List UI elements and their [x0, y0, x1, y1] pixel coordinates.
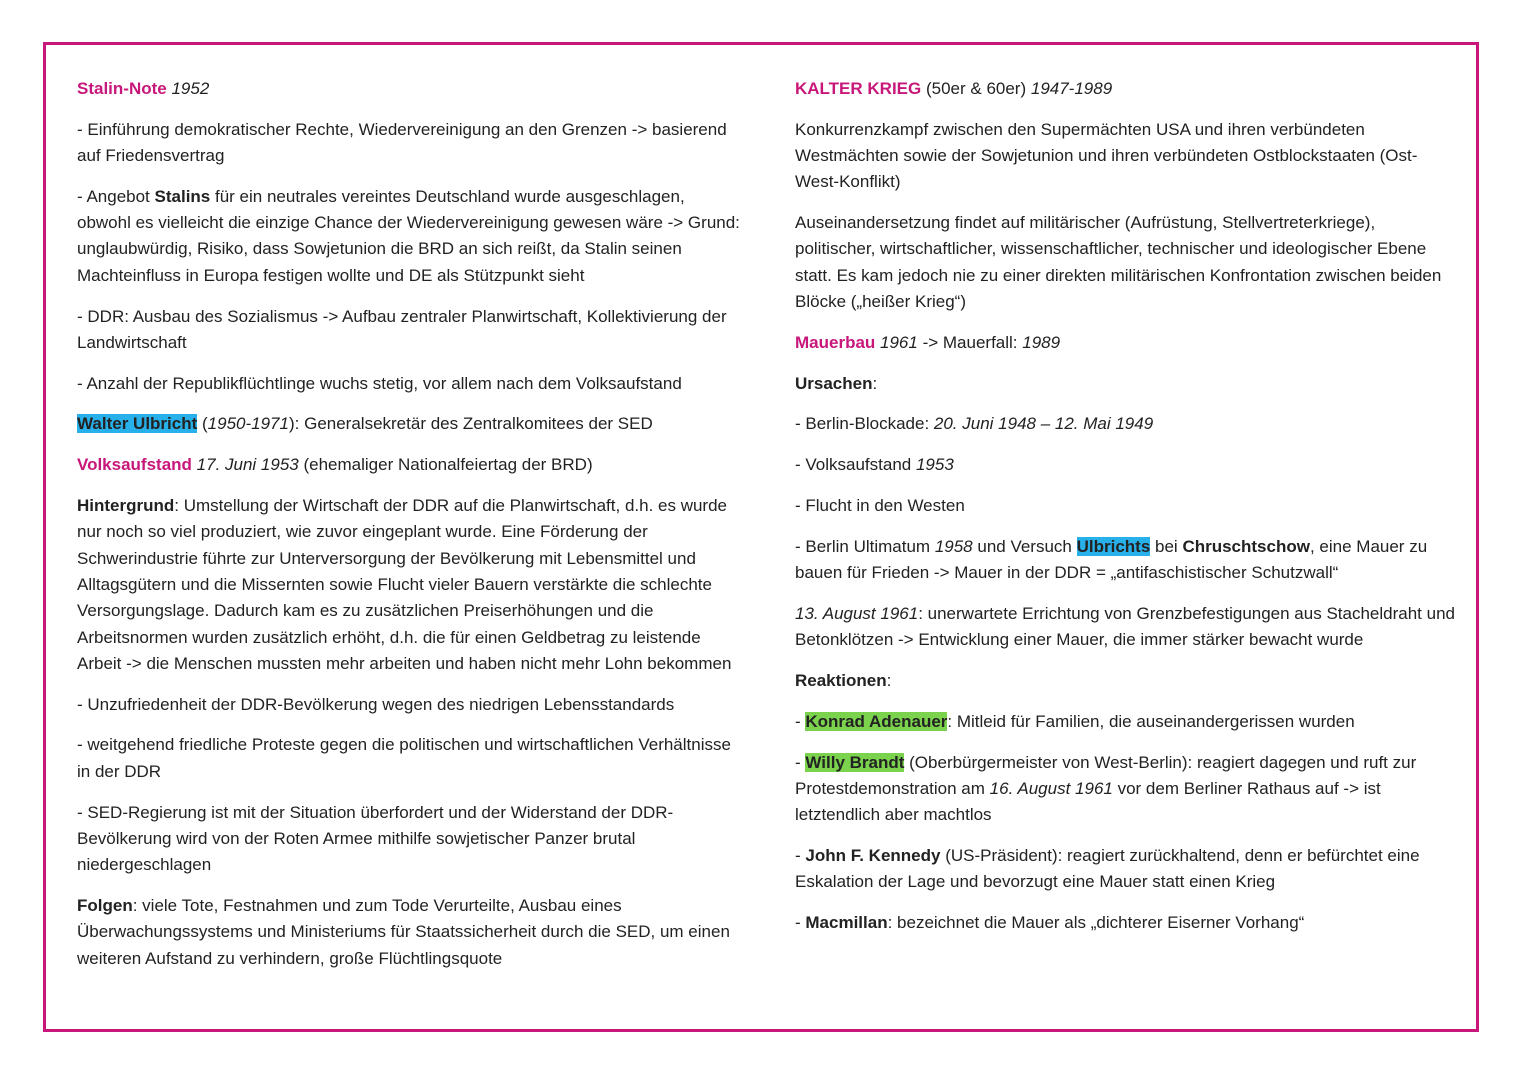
text-segment: : unerwartete Errichtung von Grenzbefestigungen aus Stacheldraht und Betonklötzen -> Entwicklung einer Mauer, die immer stärker bewacht wurde [795, 603, 1455, 650]
volksaufstand-title: Volksaufstand [77, 455, 192, 475]
volk-point-3: - SED-Regierung ist mit der Situation überfordert und der Widerstand der DDR-Bevölkerung wird von der Roten Armee mithilfe sowjetischer Panzer brutal niedergeschlagen [77, 802, 674, 875]
text-segment: ): Generalsekretär des Zentralkomitees der SED [288, 414, 653, 434]
kalter-krieg-paragraph-1: Konkurrenzkampf zwischen den Supermächten USA und ihren verbündeten Westmächten sowie der Sowjetunion und ihren verbündeten Ostblockstaaten (Ost-West-Konflikt) [795, 119, 1418, 192]
text-segment: - [795, 711, 806, 731]
stalin-note-year: 1952 [171, 79, 210, 98]
reaktion-adenauer [795, 709, 1455, 735]
text-segment: : Umstellung der Wirtschaft der DDR auf die Planwirtschaft, d.h. es wurde nur noch so viel produziert, wie zuvor eingeplant wurde. Eine Förderung der Schwerindustrie führte zur Unterversorgung der Bevölkerung mit Lebensmittel und Alltagsgütern und die Missernten sowie Flucht vieler Bauern verstärkte die schlechte Versorgungslage. Dadurch kam es zu zusätzlichen Preiserhöhungen und die Arbeitsnormen wurden zusätzlich erhöht, d.h. die für einen Geldbetrag zu leistende Arbeit -> die Menschen mussten mehr arbeiten und haben nicht mehr Lohn bekommen [77, 496, 732, 673]
mauerbau-heading [795, 330, 1455, 356]
stalin-point-3: - DDR: Ausbau des Sozialismus -> Aufbau zentraler Planwirtschaft, Kollektivierung der Landwirtschaft [77, 306, 727, 352]
volk-point-1: - Unzufriedenheit der DDR-Bevölkerung wegen des niedrigen Lebensstandards [77, 694, 675, 714]
text-segment: - Berlin-Blockade: [795, 414, 934, 434]
reaktion-brandt [795, 750, 1455, 829]
august-date: 13. August 1961 [795, 603, 919, 623]
macmillan-name: Macmillan [805, 913, 888, 933]
text-segment: vor dem Berliner Rathaus auf -> ist letztendlich aber machtlos [795, 778, 1381, 825]
reaktionen-heading [795, 668, 1455, 694]
ultimatum-year: 1958 [934, 536, 973, 556]
mauerfall-year: 1989 [1022, 332, 1061, 352]
text-segment: (Oberbürgermeister von West-Berlin): reagiert dagegen und ruft zur Protestdemonstration am [795, 752, 1417, 798]
text-segment: : [886, 671, 892, 691]
text-segment: -> Mauerfall: [917, 332, 1023, 352]
hintergrund-label: Hintergrund [77, 496, 175, 516]
volksaufstand-heading [77, 452, 742, 478]
left-column [77, 76, 742, 986]
volk-point-2: - weitgehend friedliche Proteste gegen die politischen und wirtschaftlichen Verhältnisse in der DDR [77, 735, 731, 781]
ulbricht-highlight: Walter Ulbricht [77, 414, 198, 434]
text-segment: für ein neutrales vereintes Deutschland wurde ausgeschlagen, obwohl es vielleicht die einzige Chance der Wiedervereinigung gewesen wäre -> Grund: unglaubwürdig, Risiko, dass Sowjetunion die BRD an sich reißt, da Stalin seinen Machteinfluss in Europa festigen wollte und DE als Stützpunkt sieht [77, 186, 740, 285]
adenauer-highlight: Konrad Adenauer [805, 711, 948, 731]
stalin-point-1: - Einführung demokratischer Rechte, Wiedervereinigung an den Grenzen -> basierend auf Friedensvertrag [77, 119, 727, 166]
text-segment: bei [1150, 536, 1183, 556]
stalin-note-title: Stalin-Note [77, 79, 167, 98]
ulbricht-line [77, 411, 742, 437]
text-segment: : Mitleid für Familien, die auseinandergerissen wurden [947, 711, 1355, 731]
reaktion-macmillan [795, 910, 1455, 936]
ursache-4 [795, 534, 1455, 587]
text-segment: (50er & 60er) [921, 79, 1031, 98]
ursache-2 [795, 452, 1455, 478]
august-1961-paragraph [795, 601, 1455, 654]
kalter-krieg-heading [795, 76, 1455, 102]
reaktionen-label: Reaktionen [795, 671, 887, 691]
reaktion-kennedy [795, 843, 1455, 896]
text-segment: : viele Tote, Festnahmen und zum Tode Verurteilte, Ausbau eines Überwachungssystems und Ministeriums für Staatssicherheit durch die SED, um einen weiteren Aufstand zu verhindern, große Flüchtlingsquote [77, 895, 730, 968]
text-segment: (US-Präsident): reagiert zurückhaltend, denn er befürchtet eine Eskalation der Lage und bevorzugt eine Mauer statt einen Krieg [795, 846, 1420, 892]
ursache-1 [795, 411, 1455, 437]
kalter-krieg-title: KALTER KRIEG [795, 79, 922, 98]
text-segment: : bezeichnet die Mauer als „dichterer Eiserner Vorhang“ [887, 913, 1305, 933]
brandt-highlight: Willy Brandt [805, 752, 905, 772]
stalin-note-heading [77, 76, 742, 102]
folgen-paragraph [77, 893, 742, 972]
protest-date: 16. August 1961 [989, 778, 1113, 798]
text-segment: (ehemaliger Nationalfeiertag der BRD) [298, 455, 593, 475]
volksaufstand-year: 1953 [915, 455, 954, 475]
text-segment: - [795, 846, 806, 866]
text-segment: ( [197, 414, 208, 434]
stalin-point-4: - Anzahl der Republikflüchtlinge wuchs stetig, vor allem nach dem Volksaufstand [77, 373, 682, 393]
hintergrund-paragraph [77, 493, 742, 677]
mauerbau-title: Mauerbau [795, 332, 876, 352]
mauerbau-year: 1961 [875, 332, 918, 352]
chruschtschow-name: Chruschtschow [1182, 536, 1310, 556]
ursachen-heading [795, 371, 1455, 397]
text-segment: , eine Mauer zu bauen für Frieden -> Mauer in der DDR = „antifaschistischer Schutzwall“ [795, 536, 1428, 583]
kennedy-name: John F. Kennedy [805, 846, 941, 866]
blockade-dates: 20. Juni 1948 – 12. Mai 1949 [933, 414, 1154, 434]
kalter-krieg-years: 1947-1989 [1030, 79, 1113, 98]
volksaufstand-date: 17. Juni 1953 [191, 455, 299, 475]
text-segment: - Berlin Ultimatum [795, 536, 935, 556]
folgen-label: Folgen [77, 895, 133, 915]
ulbrichts-highlight: Ulbrichts [1076, 536, 1151, 556]
text-segment: und Versuch [972, 536, 1077, 556]
text-segment: : [872, 373, 878, 393]
ursache-3: - Flucht in den Westen [795, 496, 965, 516]
text-segment: - [795, 752, 806, 772]
ulbricht-years: 1950-1971 [207, 414, 289, 434]
text-segment: - [795, 913, 806, 933]
right-column [795, 76, 1455, 951]
text-segment: - Volksaufstand [795, 455, 916, 475]
text-segment: - Angebot [77, 186, 155, 206]
kalter-krieg-paragraph-2: Auseinandersetzung findet auf militärischer (Aufrüstung, Stellvertreterkriege), politischer, wirtschaftlicher, wissenschaftlicher, technischer und ideologischer Ebene statt. Es kam jedoch nie zu einer direkten militärischen Konfrontation zwischen beiden Blöcke („heißer Krieg“) [795, 213, 1442, 312]
stalin-point-2 [77, 184, 742, 289]
stalin-name: Stalins [154, 186, 211, 206]
ursachen-label: Ursachen [795, 373, 873, 393]
